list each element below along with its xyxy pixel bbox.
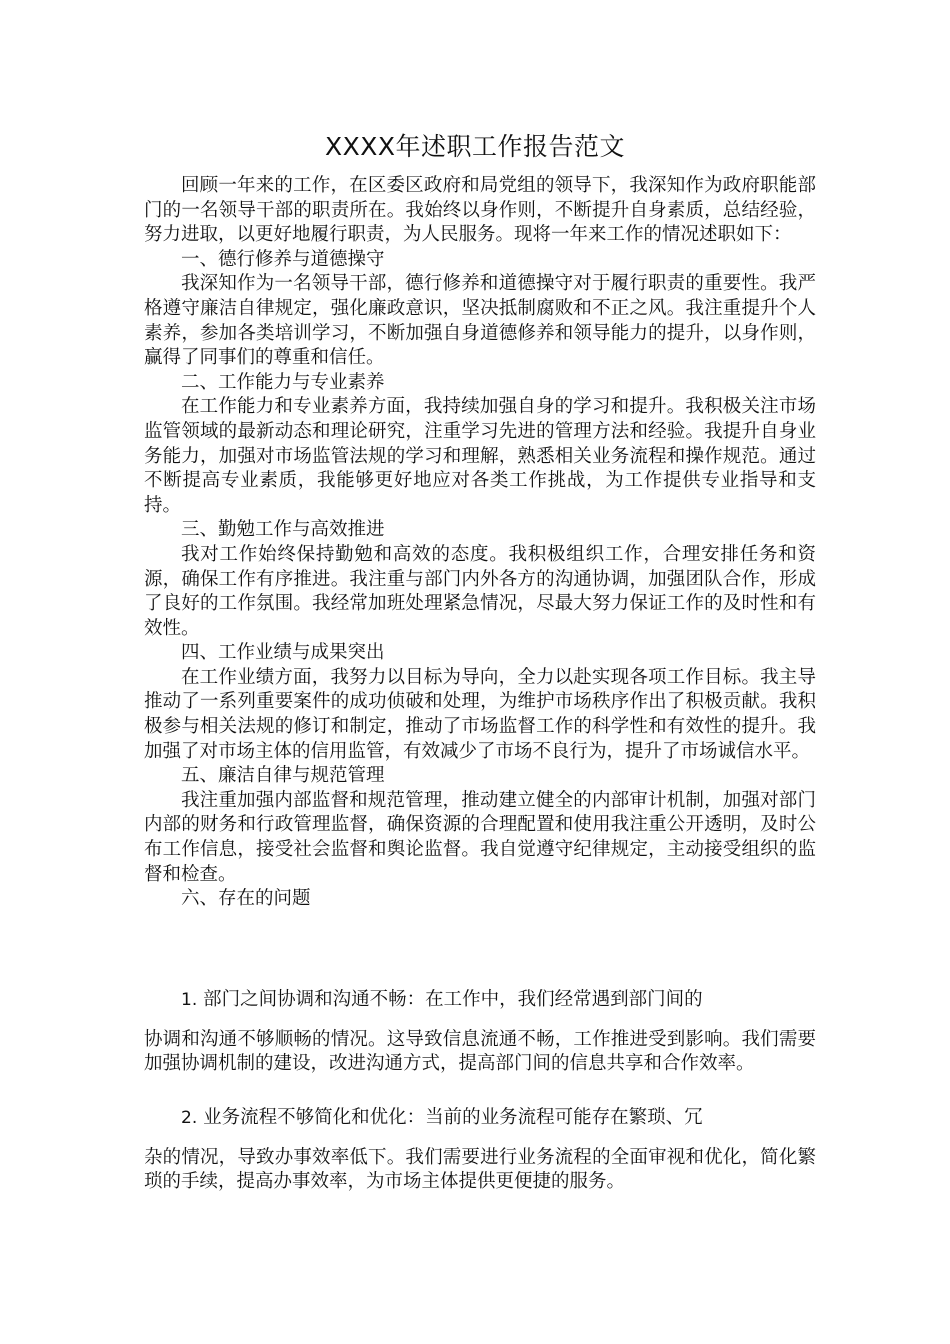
intro-paragraph: 回顾一年来的工作，在区委区政府和局党组的领导下，我深知作为政府职能部门的一名领导干部的职责所在。我始终以身作则，不断提升自身素质，总结经验，努力进取，以更好地履行职责，为人民服务。现将一年来工作的情况述职如下： (144, 175, 816, 246)
document-body (144, 174, 816, 912)
problem-text-2: 杂的情况，导致办事效率低下。我们需要进行业务流程的全面审视和优化，简化繁琐的手续，提高办事效率，为市场主体提供更便捷的服务。 (144, 1146, 816, 1193)
problem-lead-1: 部门之间协调和沟通不畅：在工作中，我们经常遇到部门间的 (203, 989, 703, 1010)
section-heading-5: 五、廉洁自律与规范管理 (181, 765, 385, 787)
document-title: XXXX年述职工作报告范文 (324, 132, 625, 161)
section-heading-2: 二、工作能力与专业素养 (181, 371, 385, 393)
problem-number-2: 2. (181, 1108, 198, 1128)
problem-lead-2: 业务流程不够简化和优化：当前的业务流程可能存在繁琐、冗 (203, 1107, 703, 1128)
section-heading-1: 一、德行修养与道德操守 (181, 248, 385, 270)
section-paragraph-4: 在工作业绩方面，我努力以目标为导向，全力以赴实现各项工作目标。我主导推动了一系列重要案件的成功侦破和处理，为维护市场秩序作出了积极贡献。我积极参与相关法规的修订和制定，推动了市场监督工作的科学性和有效性的提升。我加强了对市场主体的信用监管，有效减少了市场不良行为，提升了市场诚信水平。 (144, 666, 816, 762)
section-paragraph-2: 在工作能力和专业素养方面，我持续加强自身的学习和提升。我积极关注市场监管领域的最新动态和理论研究，注重学习先进的管理方法和经验。我提升自身业务能力，加强对市场监管法规的学习和理解，熟悉相关业务流程和操作规范。通过不断提高专业素质，我能够更好地应对各类工作挑战，为工作提供专业指导和支持。 (144, 396, 816, 516)
section-heading-6: 六、存在的问题 (181, 888, 311, 910)
section-paragraph-3: 我对工作始终保持勤勉和高效的态度。我积极组织工作，合理安排任务和资源，确保工作有序推进。我注重与部门内外各方的沟通协调，加强团队合作，形成了良好的工作氛围。我经常加班处理紧急情况，尽最大努力保证工作的及时性和有效性。 (144, 543, 816, 639)
problem-number-1: 1. (181, 990, 198, 1010)
section-heading-3: 三、勤勉工作与高效推进 (181, 519, 385, 541)
section-heading-4: 四、工作业绩与成果突出 (181, 642, 385, 664)
section-paragraph-5: 我注重加强内部监督和规范管理，推动建立健全的内部审计机制，加强对部门内部的财务和行政管理监督，确保资源的合理配置和使用我注重公开透明，及时公布工作信息，接受社会监督和舆论监督。我自觉遵守纪律规定，主动接受组织的监督和检查。 (144, 789, 816, 885)
problem-item-1 (144, 988, 816, 1077)
section-paragraph-1: 我深知作为一名领导干部，德行修养和道德操守对于履行职责的重要性。我严格遵守廉洁自律规定，强化廉政意识，坚决抵制腐败和不正之风。我注重提升个人素养，参加各类培训学习，不断加强自身道德修养和领导能力的提升，以身作则，赢得了同事们的尊重和信任。 (144, 273, 816, 369)
problem-item-2 (144, 1106, 816, 1195)
problem-text-1: 协调和沟通不够顺畅的情况。这导致信息流通不畅，工作推进受到影响。我们需要加强协调机制的建设，改进沟通方式，提高部门间的信息共享和合作效率。 (144, 1028, 816, 1075)
